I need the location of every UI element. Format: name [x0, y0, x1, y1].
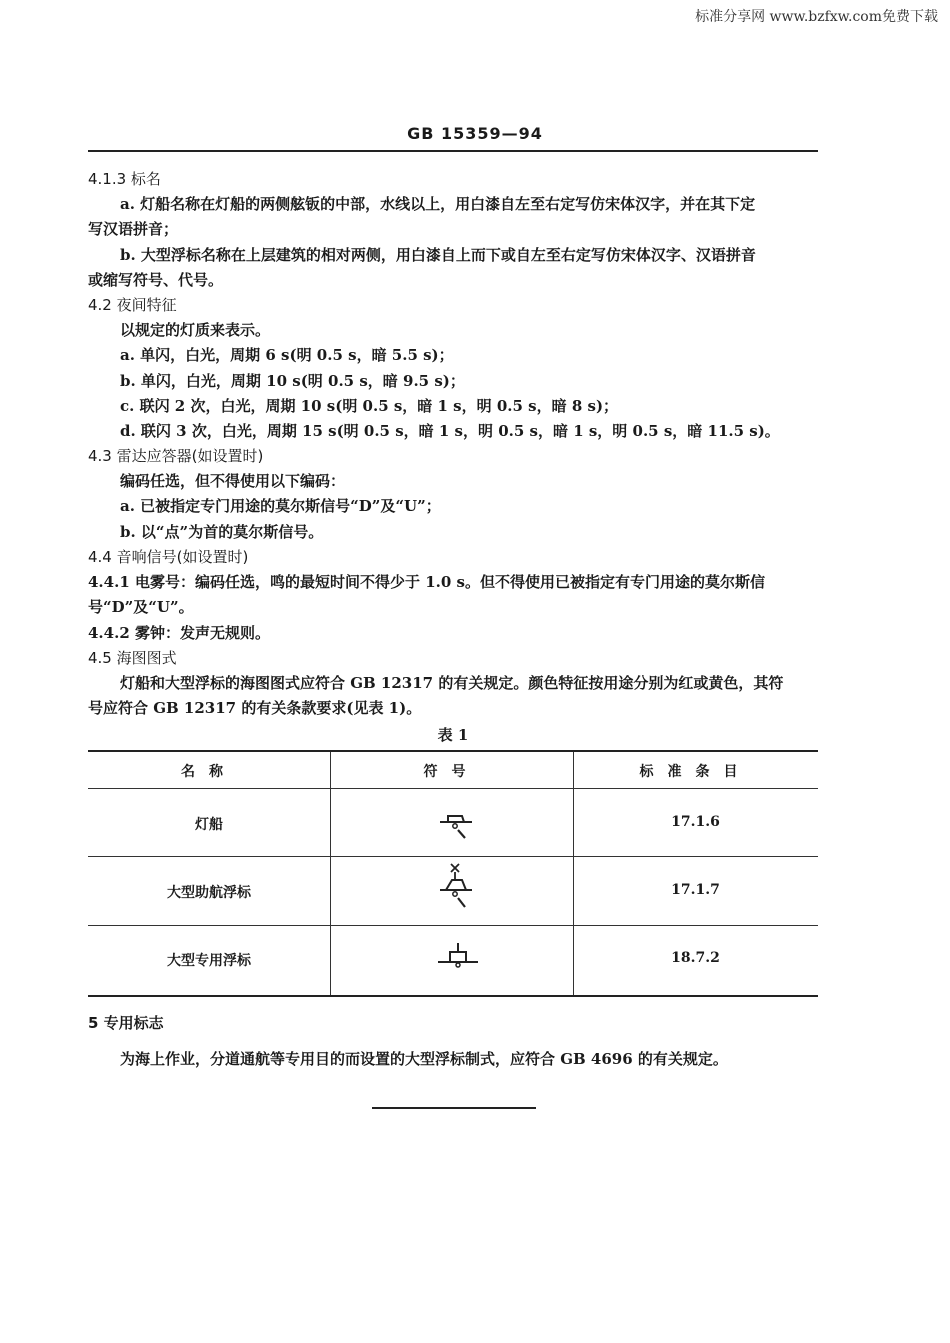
section-5-heading: 5 专用标志: [88, 1014, 164, 1032]
header-symbol: 符号: [423, 764, 480, 780]
row-name-special-buoy: 大型专用浮标: [167, 953, 251, 969]
row-divider: [88, 925, 818, 926]
para-line: d. 联闪 3 次，白光，周期 15 s(明 0.5 s，暗 1 s，明 0.5 s，暗 1 s，明 0.5 s，暗 11.5 s)。: [120, 422, 780, 440]
row-ref-navigation-buoy: 17.1.7: [671, 882, 720, 898]
symbol-table: [88, 750, 818, 997]
para-line: b. 单闪，白光，周期 10 s(明 0.5 s，暗 9.5 s)；: [120, 372, 465, 390]
row-name-navigation-buoy: 大型助航浮标: [167, 885, 251, 901]
clause-4-5: 4.5 海图图式: [88, 649, 177, 667]
para-line: a. 已被指定专门用途的莫尔斯信号“D”及“U”；: [120, 497, 441, 515]
para-line: a. 单闪，白光，周期 6 s(明 0.5 s，暗 5.5 s)；: [120, 346, 454, 364]
large-special-buoy-symbol-icon: [434, 940, 482, 972]
clause-4-4-2: 4.4.2 雾钟：发声无规则。: [88, 624, 270, 642]
clause-4-3: 4.3 雷达应答器(如设置时): [88, 447, 264, 465]
clause-4-4: 4.4 音响信号(如设置时): [88, 548, 249, 566]
para-line: 以规定的灯质来表示。: [120, 321, 271, 339]
para-line: 号应符合 GB 12317 的有关条款要求(见表 1)。: [88, 699, 422, 717]
para-line: 编码任选，但不得使用以下编码：: [120, 472, 346, 490]
table-caption: 表 1: [437, 726, 469, 744]
section-5-body: 为海上作业，分道通航等专用目的而设置的大型浮标制式，应符合 GB 4696 的有关规定。: [120, 1050, 728, 1068]
para-line: b. 大型浮标名称在上层建筑的相对两侧，用白漆自上而下或自左至右定写仿宋体汉字、汉语拼音: [120, 246, 756, 264]
header-reference: 标准条目: [639, 764, 752, 780]
standard-number: GB 15359—94: [407, 124, 543, 143]
row-name-lightship: 灯船: [195, 817, 223, 833]
para-line: b. 以“点”为首的莫尔斯信号。: [120, 523, 324, 541]
row-ref-special-buoy: 18.7.2: [671, 950, 720, 966]
header-name: 名称: [181, 764, 237, 780]
header-rule: [88, 150, 818, 152]
para-line: 或缩写符号、代号。: [88, 271, 224, 289]
large-navigation-buoy-symbol-icon: [436, 860, 476, 916]
end-rule: [372, 1107, 536, 1109]
row-divider: [88, 788, 818, 789]
para-line: a. 灯船名称在灯船的两侧舷钣的中部，水线以上，用白漆自左至右定写仿宋体汉字，并在其下定: [120, 195, 756, 213]
row-divider: [88, 856, 818, 857]
para-line: 号“D”及“U”。: [88, 598, 194, 616]
lightship-symbol-icon: [436, 808, 476, 840]
para-line: 写汉语拼音；: [88, 220, 179, 238]
para-line: c. 联闪 2 次，白光，周期 10 s(明 0.5 s，暗 1 s，明 0.5 s，暗 8 s)；: [120, 397, 619, 415]
row-ref-lightship: 17.1.6: [671, 814, 720, 830]
clause-4-4-1: 4.4.1 电雾号：编码任选，鸣的最短时间不得少于 1.0 s。但不得使用已被指定有专门用途的莫尔斯信: [88, 573, 765, 591]
para-line: 灯船和大型浮标的海图图式应符合 GB 12317 的有关规定。颜色特征按用途分别为红或黄色，其符: [120, 674, 784, 692]
watermark: 标准分享网 www.bzfxw.com免费下载: [695, 9, 938, 25]
clause-4-1-3: 4.1.3 标名: [88, 170, 161, 188]
clause-4-2: 4.2 夜间特征: [88, 296, 177, 314]
